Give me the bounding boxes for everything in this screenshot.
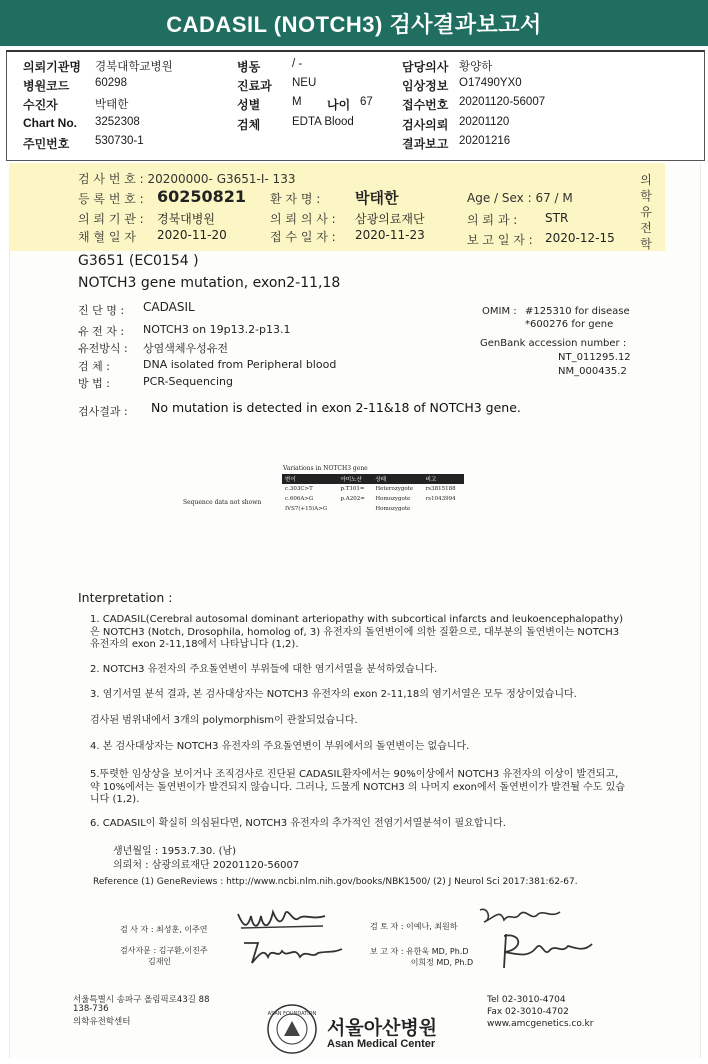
info-label: 병동 [237, 60, 261, 74]
examiner: 검 사 자 : 최성훈, 이주연 [120, 925, 208, 934]
diag-label: 유전방식 : [78, 342, 128, 355]
scanned-report [9, 163, 701, 1058]
info-label: Chart No. [23, 116, 77, 130]
info-value: M [292, 96, 302, 108]
diag-label: 검 체 : [78, 360, 110, 373]
info-value: 경북대학교병원 [95, 61, 173, 73]
inst-value: 경북대병원 [157, 212, 215, 226]
info-value: 20201216 [459, 135, 511, 147]
sequence-note: Sequence data not shown [183, 499, 262, 506]
info-label: 병원코드 [23, 79, 70, 93]
draw-value: 2020-11-20 [157, 228, 227, 242]
examiner-signature [233, 900, 333, 934]
req-doc-label: 의 뢰 의 사 : [270, 212, 336, 226]
interp-item-1: 1. CADASIL(Cerebral autosomal dominant arteriopathy with subcortical infarcts and leukoencephalopathy)은 NOTCH3 (Notch, Drosophila, homolog of, 3) 유전자의 돌연변이에 의한 질환으로, 대부분의 돌연변이는 NOTCH3 유전자의 exon 2-11,18에서 나타납니다 (1,2). [90, 614, 624, 650]
age-sex: Age / Sex : 67 / M [467, 191, 573, 205]
table-row: IVS7(+15)A>G Homozygote [285, 506, 411, 512]
test-title: NOTCH3 gene mutation, exon2-11,18 [78, 275, 341, 291]
variations-title: Variations in NOTCH3 gene [283, 465, 368, 472]
diag-value: 상염색체우성유전 [143, 342, 229, 355]
report-title-text: CADASIL (NOTCH3) 검사결과보고서 [166, 11, 542, 37]
consultant: 검사자문 : 김구환,이진주 [120, 946, 208, 955]
info-label: 검사의뢰 [402, 118, 449, 132]
info-value: 530730-1 [95, 135, 144, 147]
interp-item-3b: 검사된 범위내에서 3개의 polymorphism이 관찰되었습니다. [90, 715, 358, 726]
interp-item-2: 2. NOTCH3 유전자의 주요돌연변이 부위들에 대한 염기서열을 분석하였습니다. [90, 664, 438, 675]
address-2: 138-736 [73, 1004, 109, 1014]
info-value: 20201120-56007 [459, 96, 546, 108]
patient-value: 박태한 [355, 189, 399, 207]
table-row: c.606A>G p.A202= Homozygote rs1043994 [285, 496, 456, 502]
info-label: 결과보고 [402, 137, 449, 151]
diag-label: 진 단 명 : [78, 304, 125, 317]
interp-item-5: 5.뚜렷한 임상상을 보이거나 조직검사로 진단된 CADASIL환자에서는 90%이상에서 NOTCH3 유전자의 이상이 발견되고, 약 10%에서는 돌연변이가 발견되지 않습니다. 그러나, 드물게 NOTCH3 의 나머지 exon에서 돌연변이가 발견될 수도 있습니다 (1,2). [90, 769, 625, 805]
draw-label: 채 혈 일 자 [78, 230, 136, 244]
requester: 의뢰처 : 삼광의료재단 20201120-56007 [113, 860, 300, 871]
recv-value: 2020-11-23 [355, 228, 425, 242]
info-label: 담당의사 [402, 60, 449, 74]
interp-item-4: 4. 본 검사대상자는 NOTCH3 유전자의 주요돌연변이 부위에서의 돌연변이는 없습니다. [90, 741, 470, 752]
info-value: / - [292, 58, 303, 70]
info-label: 나이 [327, 98, 351, 112]
reporter-2: 이희정 MD, Ph.D [370, 958, 474, 967]
hospital-logo-english: Asan Medical Center [327, 1038, 436, 1050]
diag-label: 방 법 : [78, 377, 110, 390]
interp-item-6: 6. CADASIL이 확실히 의심된다면, NOTCH3 유전자의 추가적인 전염기서열분석이 필요합니다. [90, 818, 506, 829]
diag-value: NOTCH3 on 19p13.2-p13.1 [143, 323, 291, 336]
address-1: 서울특별시 송파구 올림픽로43길 88 [73, 995, 210, 1005]
info-value: 67 [360, 96, 373, 108]
genbank-nm: NM_000435.2 [558, 366, 627, 377]
info-label: 수진자 [23, 98, 58, 112]
consultant-signature [238, 935, 348, 969]
info-value: 황양하 [459, 61, 493, 73]
reporter-signature [488, 928, 598, 972]
var-header: 상태 [372, 474, 422, 484]
table-row: c.303C>T p.T101= Heterozygote rs3815188 [285, 486, 456, 492]
info-value: O17490YX0 [459, 77, 522, 89]
result-label: 검사결과 : [78, 405, 128, 418]
info-label: 진료과 [237, 79, 272, 93]
telephone: Tel 02-3010-4704 [487, 995, 566, 1005]
fax: Fax 02-3010-4702 [487, 1007, 569, 1017]
omim-label: OMIM : [482, 306, 517, 317]
result-value: No mutation is detected in exon 2-11&18 of NOTCH3 gene. [151, 400, 521, 415]
report-label: 보 고 일 자 : [467, 233, 533, 247]
info-value: 60298 [95, 77, 127, 89]
recv-label: 접 수 일 자 : [270, 230, 336, 244]
side-label: 의 학 유 전 학 [640, 173, 652, 251]
diag-value: CADASIL [143, 300, 195, 314]
req-doc-value: 삼광의료재단 [355, 212, 425, 226]
report-value: 2020-12-15 [545, 231, 615, 245]
info-value: EDTA Blood [292, 116, 354, 128]
website: www.amcgenetics.co.kr [487, 1019, 594, 1029]
omim-disease: #125310 for disease [525, 306, 630, 317]
genbank-label: GenBank accession number : [480, 338, 627, 349]
consultant-2: 김재인 [120, 957, 172, 966]
inst-label: 의 뢰 기 관 : [78, 212, 144, 226]
report-title [0, 0, 708, 46]
reg-label: 등 록 번 호 : [78, 192, 144, 206]
reference: Reference (1) GeneReviews : http://www.ncbi.nlm.nih.gov/books/NBK1500/ (2) J Neurol Sci 2017:381:62-67. [93, 877, 578, 887]
test-number: 검 사 번 호 : 20200000- G3651-I- 133 [78, 172, 296, 186]
reviewer-signature [470, 900, 570, 930]
info-value: 3252308 [95, 116, 140, 128]
dept-label: 의 뢰 과 : [467, 213, 518, 227]
patient-label: 환 자 명 : [270, 192, 321, 206]
interp-item-3: 3. 염기서열 분석 결과, 본 검사대상자는 NOTCH3 유전자의 exon 2-11,18의 염기서열은 모두 정상이었습니다. [90, 689, 577, 700]
reg-value: 60250821 [157, 187, 247, 206]
interpretation-title: Interpretation : [78, 590, 173, 605]
info-label: 임상정보 [402, 79, 449, 93]
reviewer: 검 토 자 : 이예나, 최원하 [370, 922, 458, 931]
hospital-logo-korean: 서울아산병원 [327, 1017, 438, 1039]
info-value: 박태한 [95, 99, 129, 111]
info-value: NEU [292, 77, 317, 89]
info-value: 20201120 [459, 116, 510, 128]
var-header: 비고 [423, 474, 464, 484]
info-label: 의뢰기관명 [23, 60, 81, 74]
info-label: 주민번호 [23, 137, 70, 151]
birth-date: 생년월일 : 1953.7.30. (남) [113, 846, 237, 857]
genbank-nt: NT_011295.12 [558, 352, 631, 363]
diag-value: DNA isolated from Peripheral blood [143, 358, 337, 371]
patient-info-box [6, 50, 705, 161]
test-code: G3651 (EC0154 ) [78, 253, 199, 269]
var-header: 변이 [282, 474, 338, 484]
address-3: 의학유전학센터 [73, 1017, 131, 1027]
asan-foundation-seal-icon [266, 1003, 318, 1055]
diag-label: 유 전 자 : [78, 325, 125, 338]
dept-value: STR [545, 211, 569, 225]
info-label: 접수번호 [402, 98, 449, 112]
variations-table [282, 474, 464, 514]
reporter: 보 고 자 : 유한욱 MD, Ph.D [370, 947, 469, 956]
svg-text:ASAN FOUNDATION: ASAN FOUNDATION [267, 1011, 317, 1017]
omim-gene: *600276 for gene [525, 319, 614, 330]
var-header: 아미노산 [338, 474, 373, 484]
info-label: 성별 [237, 98, 261, 112]
diag-value: PCR-Sequencing [143, 375, 233, 388]
info-label: 검체 [237, 118, 261, 132]
